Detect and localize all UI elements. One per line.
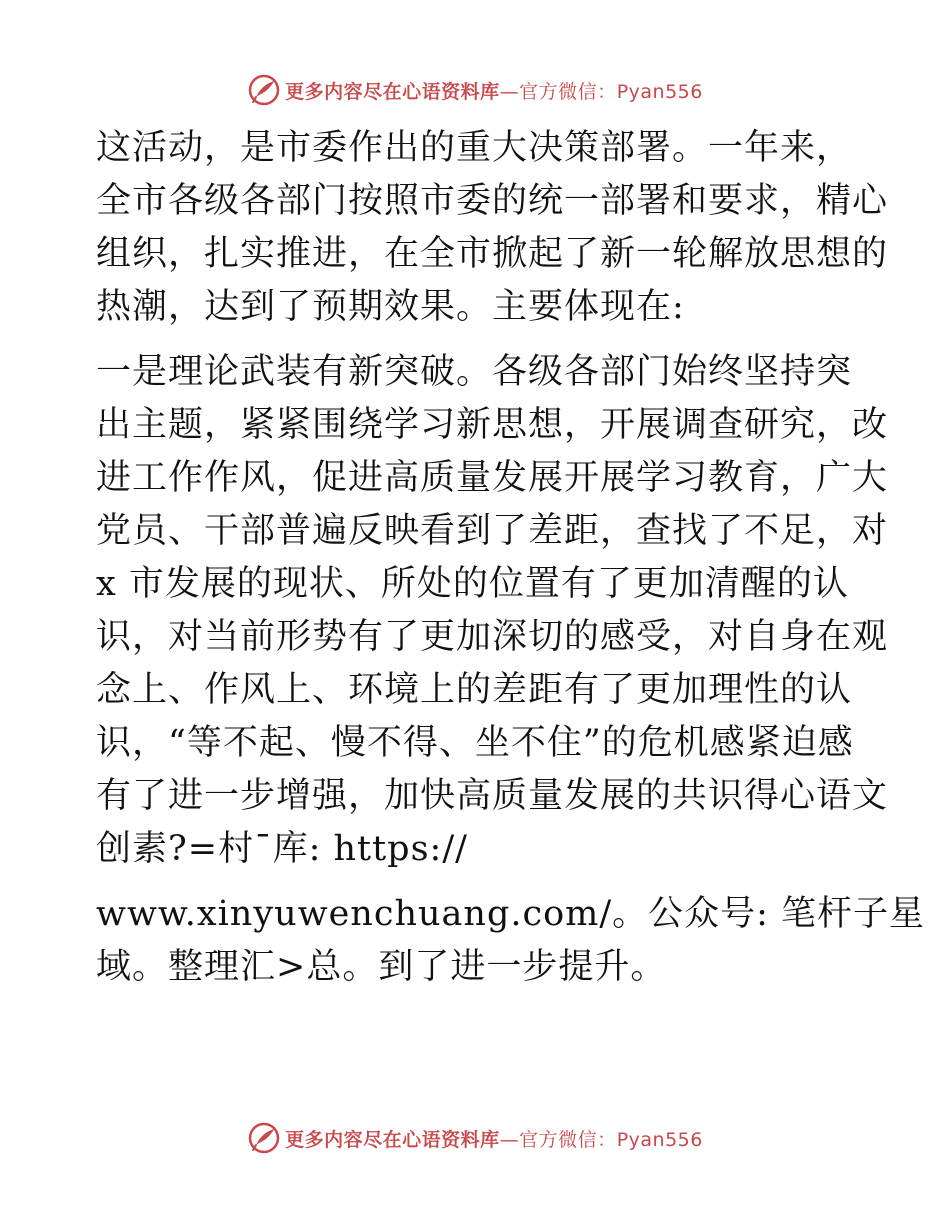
text-line: 识，对当前形势有了更加深切的感受，对自身在观 bbox=[96, 617, 889, 657]
footer-banner bbox=[0, 1118, 950, 1158]
text-line: 域。整理汇>总。到了进一步提升。 bbox=[96, 947, 667, 987]
text-line: 这活动，是市委作出的重大决策部署。一年来， bbox=[96, 128, 853, 168]
quill-logo-icon bbox=[247, 1121, 281, 1155]
document-body bbox=[96, 122, 926, 1006]
text-line: 组织，扎实推进，在全市掀起了新一轮解放思想的 bbox=[96, 234, 889, 274]
paragraph-3 bbox=[96, 888, 926, 994]
text-line: 全市各级各部门按照市委的统一部署和要求，精心 bbox=[96, 181, 889, 221]
text-line: 出主题，紧紧围绕学习新思想，开展调查研究，改 bbox=[96, 405, 889, 445]
paragraph-1 bbox=[96, 122, 889, 334]
header-banner bbox=[0, 70, 950, 110]
text-line: 创素?=村¯库: https:// bbox=[96, 829, 468, 869]
text-line: 念上、作风上、环境上的差距有了更加理性的认 bbox=[96, 670, 853, 710]
header-banner-text: 更多内容尽在心语资料库—官方微信：Pyan556 bbox=[285, 80, 703, 103]
text-line: 有了进一步增强，加快高质量发展的共识得心语文 bbox=[96, 776, 889, 816]
footer-banner-text: 更多内容尽在心语资料库—官方微信：Pyan556 bbox=[285, 1128, 703, 1151]
quill-logo-icon bbox=[247, 73, 281, 107]
footer-wechat-id: Pyan556 bbox=[616, 1128, 703, 1151]
text-line: 进工作作风，促进高质量发展开展学习教育，广大 bbox=[96, 458, 889, 498]
text-line: 热潮，达到了预期效果。主要体现在: bbox=[96, 287, 685, 327]
text-line: 党员、干部普遍反映看到了差距，查找了不足，对 bbox=[96, 511, 889, 551]
text-line: x 市发展的现状、所处的位置有了更加清醒的认 bbox=[96, 564, 849, 604]
text-line: 一是理论武装有新突破。各级各部门始终坚持突 bbox=[96, 352, 853, 392]
header-wechat-id: Pyan556 bbox=[616, 80, 703, 103]
text-line: www.xinyuwenchuang.com/。公众号: 笔杆子星 bbox=[96, 894, 926, 934]
text-line: 识，“等不起、慢不得、坐不住”的危机感紧迫感 bbox=[96, 723, 854, 763]
paragraph-2 bbox=[96, 346, 889, 876]
